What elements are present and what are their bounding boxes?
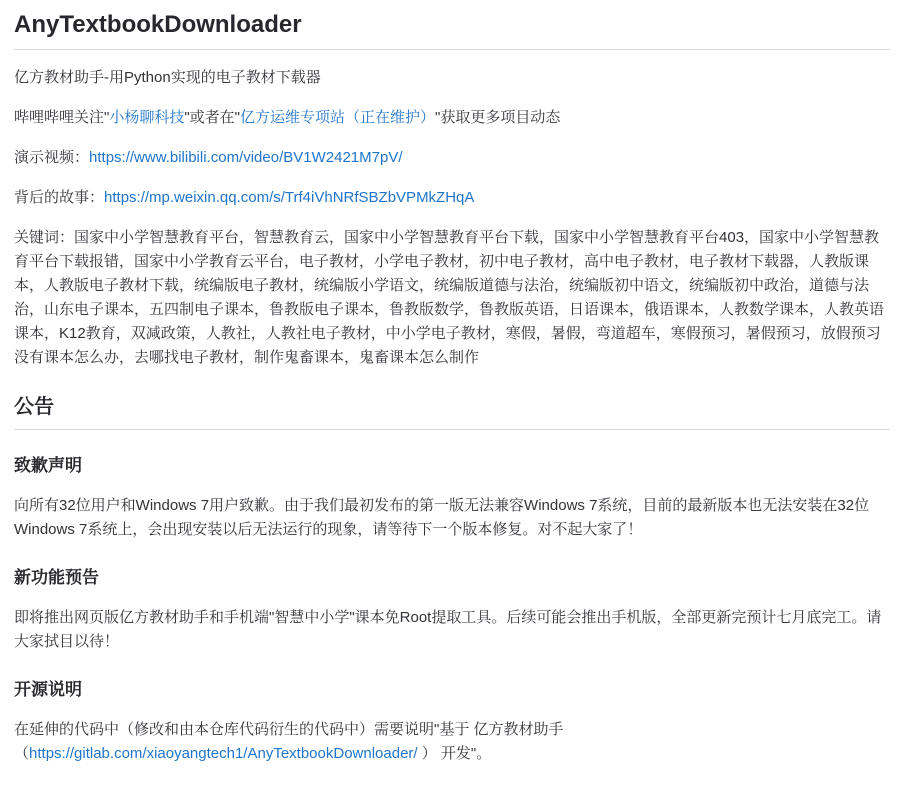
keywords-text: 关键词：国家中小学智慧教育平台，智慧教育云，国家中小学智慧教育平台下载，国家中小学智慧教育平台403，国家中小学智慧教育平台下载报错，国家中小学教育云平台，电子教材，小学电子教材，初中电子教材，高中电子教材，电子教材下载器，人教版课本，人教版电子教材下载，统编版电子教材，统编版小学语文，统编版道德与法治，统编版初中语文，统编版初中政治，道德与法治，山东电子课本，五四制电子课本，鲁教版电子课本，鲁教版数学，鲁教版英语，日语课本，俄语课本，人教数学课本，人教英语课本，K12教育，双减政策，人教社，人教社电子教材，中小学电子教材，寒假，暑假，弯道超车，寒假预习，暑假预习，放假预习没有课本怎么办，去哪找电子教材，制作鬼畜课本，鬼畜课本怎么制作 [14, 229, 885, 367]
announcement-heading: 公告 [14, 394, 890, 430]
intro-paragraph [14, 66, 890, 90]
keywords-paragraph [14, 226, 890, 370]
open-source-text-post: ） 开发"。 [417, 744, 492, 762]
bilibili-channel-link[interactable]: 小杨聊科技 [109, 109, 185, 127]
follow-text-post: "获取更多项目动态 [435, 109, 561, 127]
demo-video-label: 演示视频： [14, 149, 90, 167]
back-story-link[interactable]: https://mp.weixin.qq.com/s/Trf4iVhNRfSBZbVPMkZHqA [104, 189, 475, 207]
open-source-text-pre: 在延伸的代码中（修改和由本仓库代码衍生的代码中）需要说明"基于 亿方教材助手（ [14, 720, 564, 762]
apology-heading: 致歉声明 [14, 456, 82, 476]
gitlab-repo-link[interactable]: https://gitlab.com/xiaoyangtech1/AnyTextbookDownloader/ [29, 744, 418, 762]
new-features-paragraph [14, 606, 890, 654]
back-story-paragraph [14, 186, 890, 210]
intro-text: 亿方教材助手-用Python实现的电子教材下载器 [14, 69, 321, 87]
demo-video-paragraph [14, 146, 890, 170]
apology-paragraph [14, 494, 890, 542]
follow-text-mid: "或者在" [184, 109, 240, 127]
open-source-heading: 开源说明 [14, 679, 82, 699]
maintenance-station-link[interactable]: 亿方运维专项站（正在维护） [240, 109, 436, 127]
new-features-heading: 新功能预告 [14, 567, 99, 587]
open-source-paragraph [14, 718, 890, 766]
page-title: AnyTextbookDownloader [14, 9, 890, 50]
follow-paragraph [14, 106, 890, 130]
apology-text: 向所有32位用户和Windows 7用户致歉。由于我们最初发布的第一版无法兼容Windows 7系统，目前的最新版本也无法安装在32位Windows 7系统上，会出现安装以后无法运行的现象，请等待下一个版本修复。对不起大家了！ [14, 496, 870, 538]
follow-text-pre: 哔哩哔哩关注" [14, 109, 110, 127]
back-story-label: 背后的故事： [14, 189, 105, 207]
demo-video-link[interactable]: https://www.bilibili.com/video/BV1W2421M7pV/ [89, 149, 403, 167]
new-features-text: 即将推出网页版亿方教材助手和手机端"智慧中小学"课本免Root提取工具。后续可能会推出手机版，全部更新完预计七月底完工。请大家拭目以待！ [14, 608, 882, 650]
